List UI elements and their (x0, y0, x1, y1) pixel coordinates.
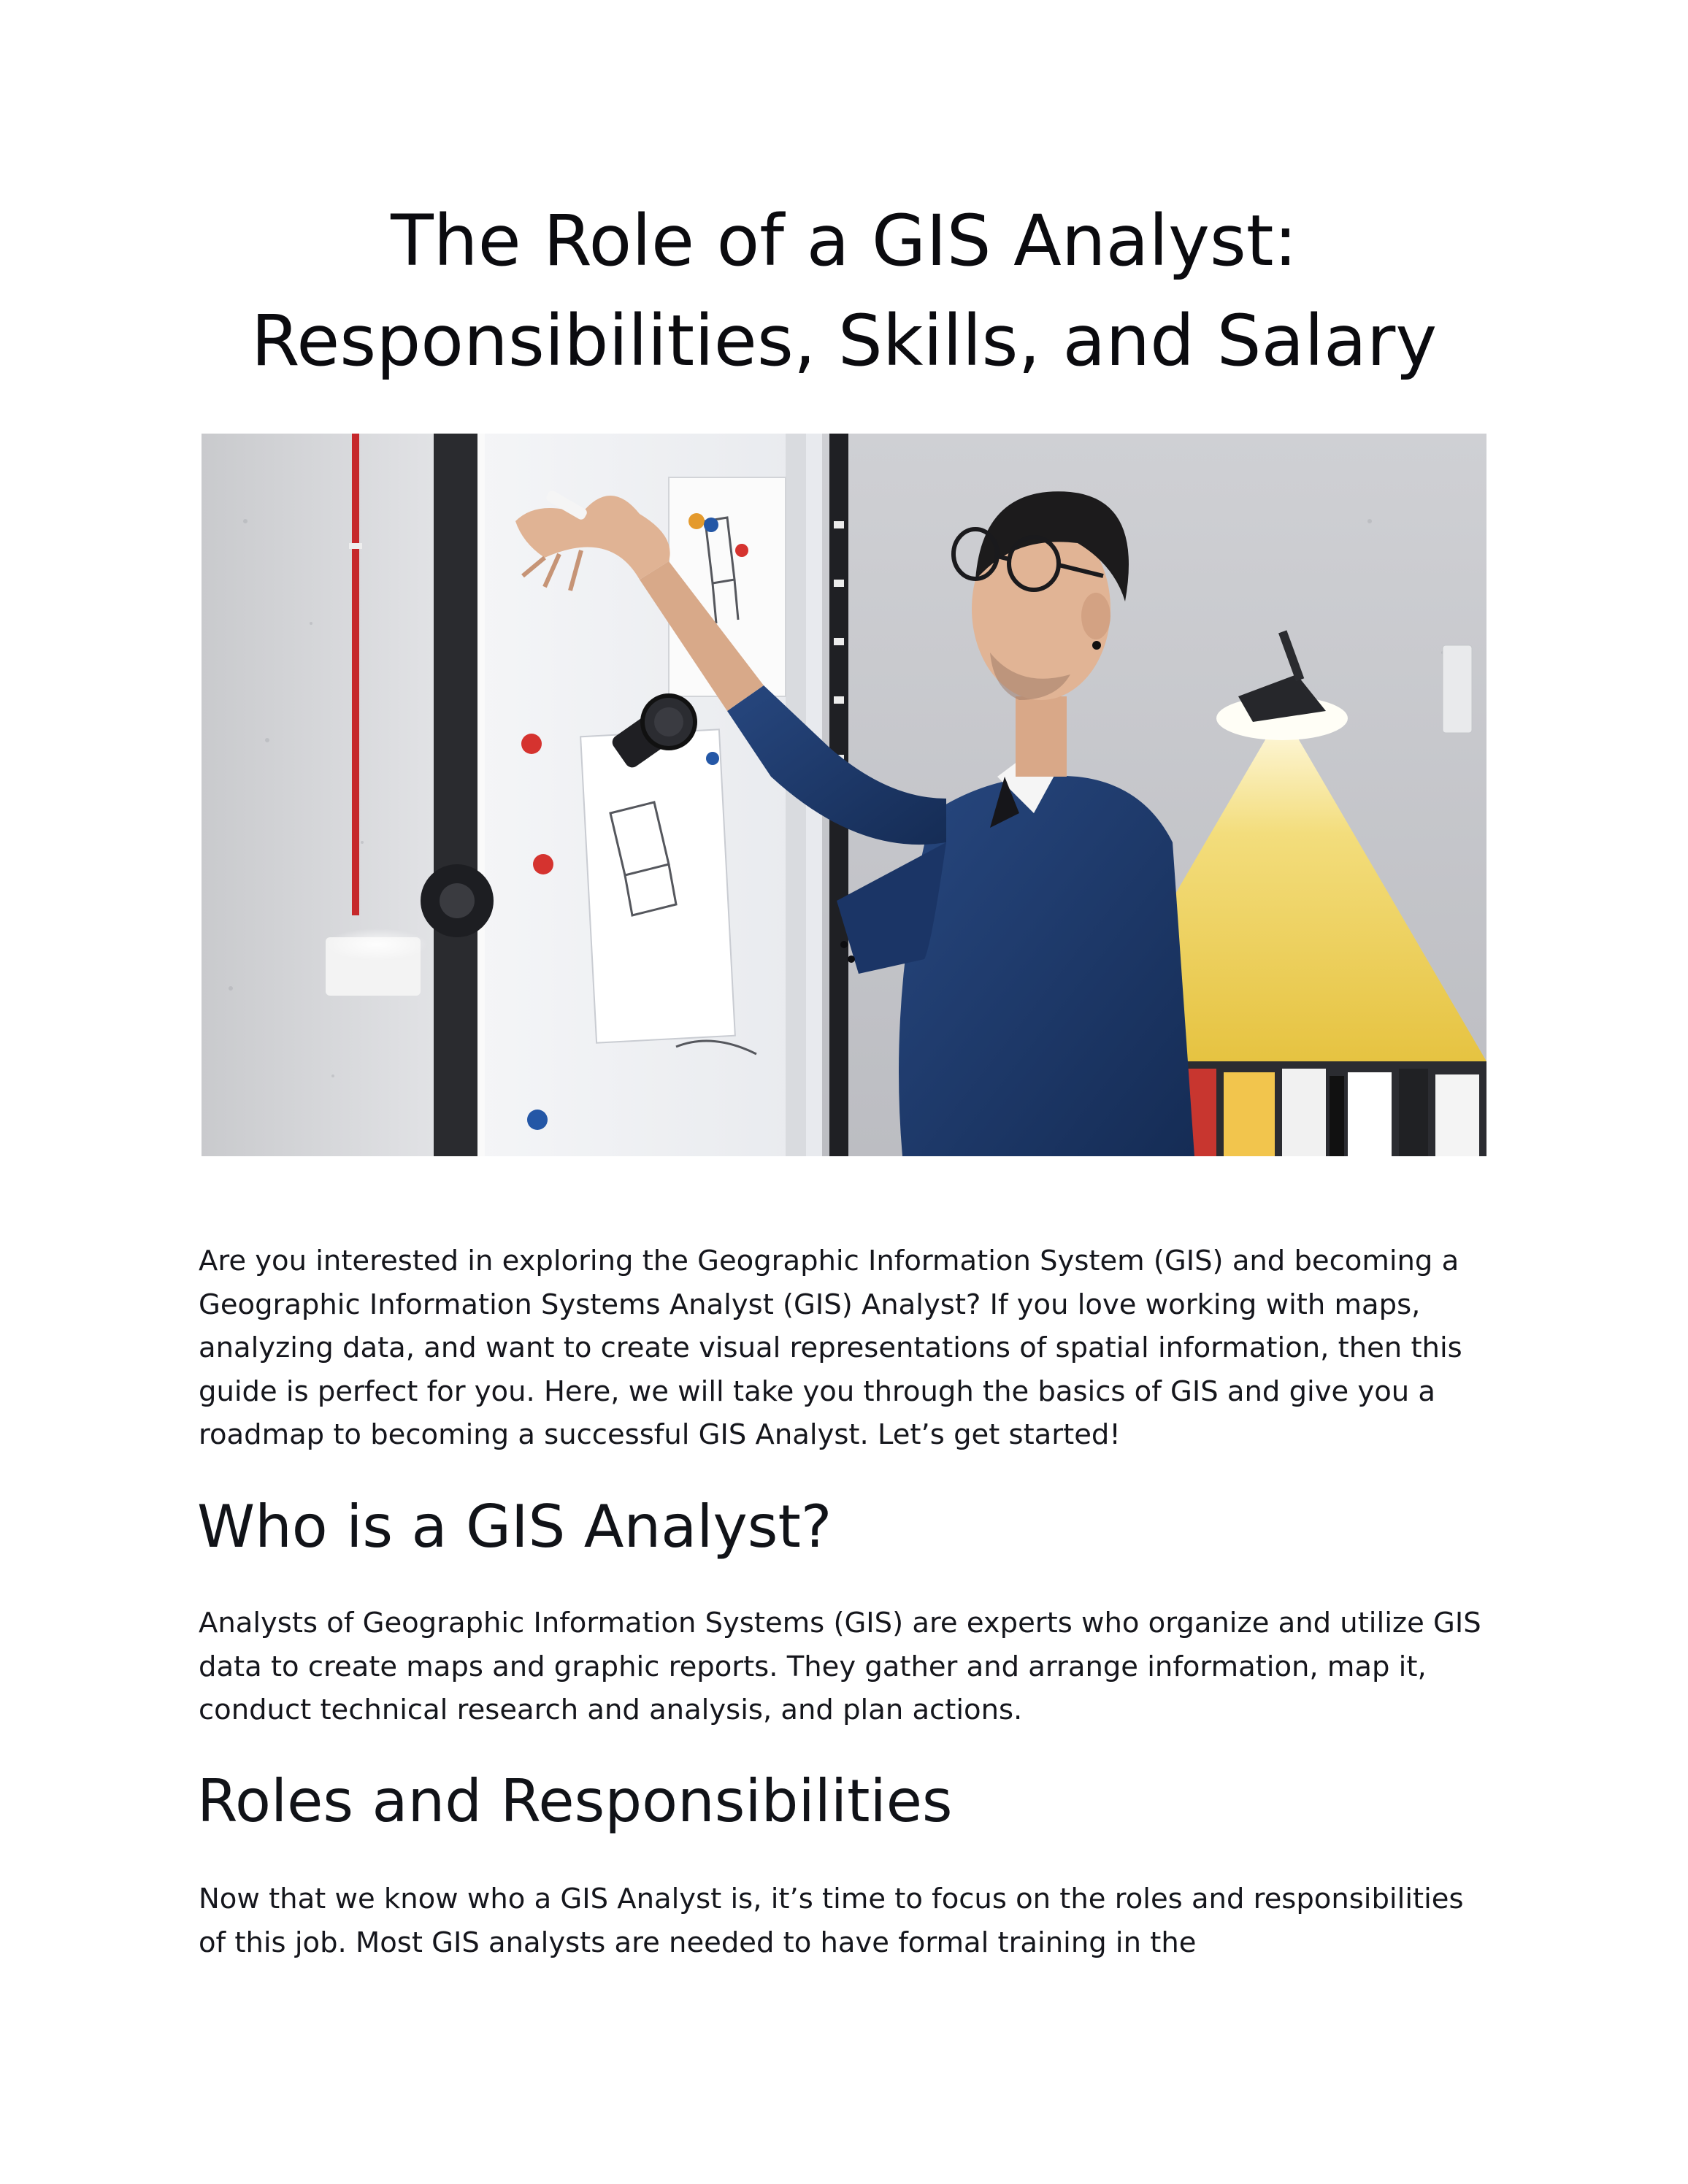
hero-photo-illustration (202, 434, 1486, 1156)
section-paragraph-who-is-gis-analyst: Analysts of Geographic Information Systems (GIS) are experts who organize and utilize GIS data to create maps and graphic reports. They gather and arrange information, map it, conduct technical research and analysis, and plan actions. (199, 1607, 1481, 1726)
section-heading-who-is-gis-analyst: Who is a GIS Analyst? (197, 1493, 832, 1561)
intro-paragraph: Are you interested in exploring the Geographic Information System (GIS) and becoming a Geographic Information Systems Analyst (GIS) Analyst? If you love working with maps, analyzing data, and want to create visual representations of spatial information, then this guide is perfect for you. Here, we will take you through the basics of GIS and give you a roadmap to becoming a successful GIS Analyst. Let’s get started! (199, 1245, 1462, 1451)
title-line-2: Responsibilities, Skills, and Salary (250, 300, 1438, 382)
section-paragraph-roles-and-responsibilities: Now that we know who a GIS Analyst is, it’s time to focus on the roles and responsibilities of this job. Most GIS analysts are needed to have formal training in the (199, 1883, 1464, 1959)
hero-photo-analyst-at-whiteboard (202, 434, 1486, 1156)
section-heading-roles-and-responsibilities: Roles and Responsibilities (197, 1767, 953, 1835)
title-line-1: The Role of a GIS Analyst: (391, 200, 1297, 282)
page-title (0, 191, 1688, 391)
